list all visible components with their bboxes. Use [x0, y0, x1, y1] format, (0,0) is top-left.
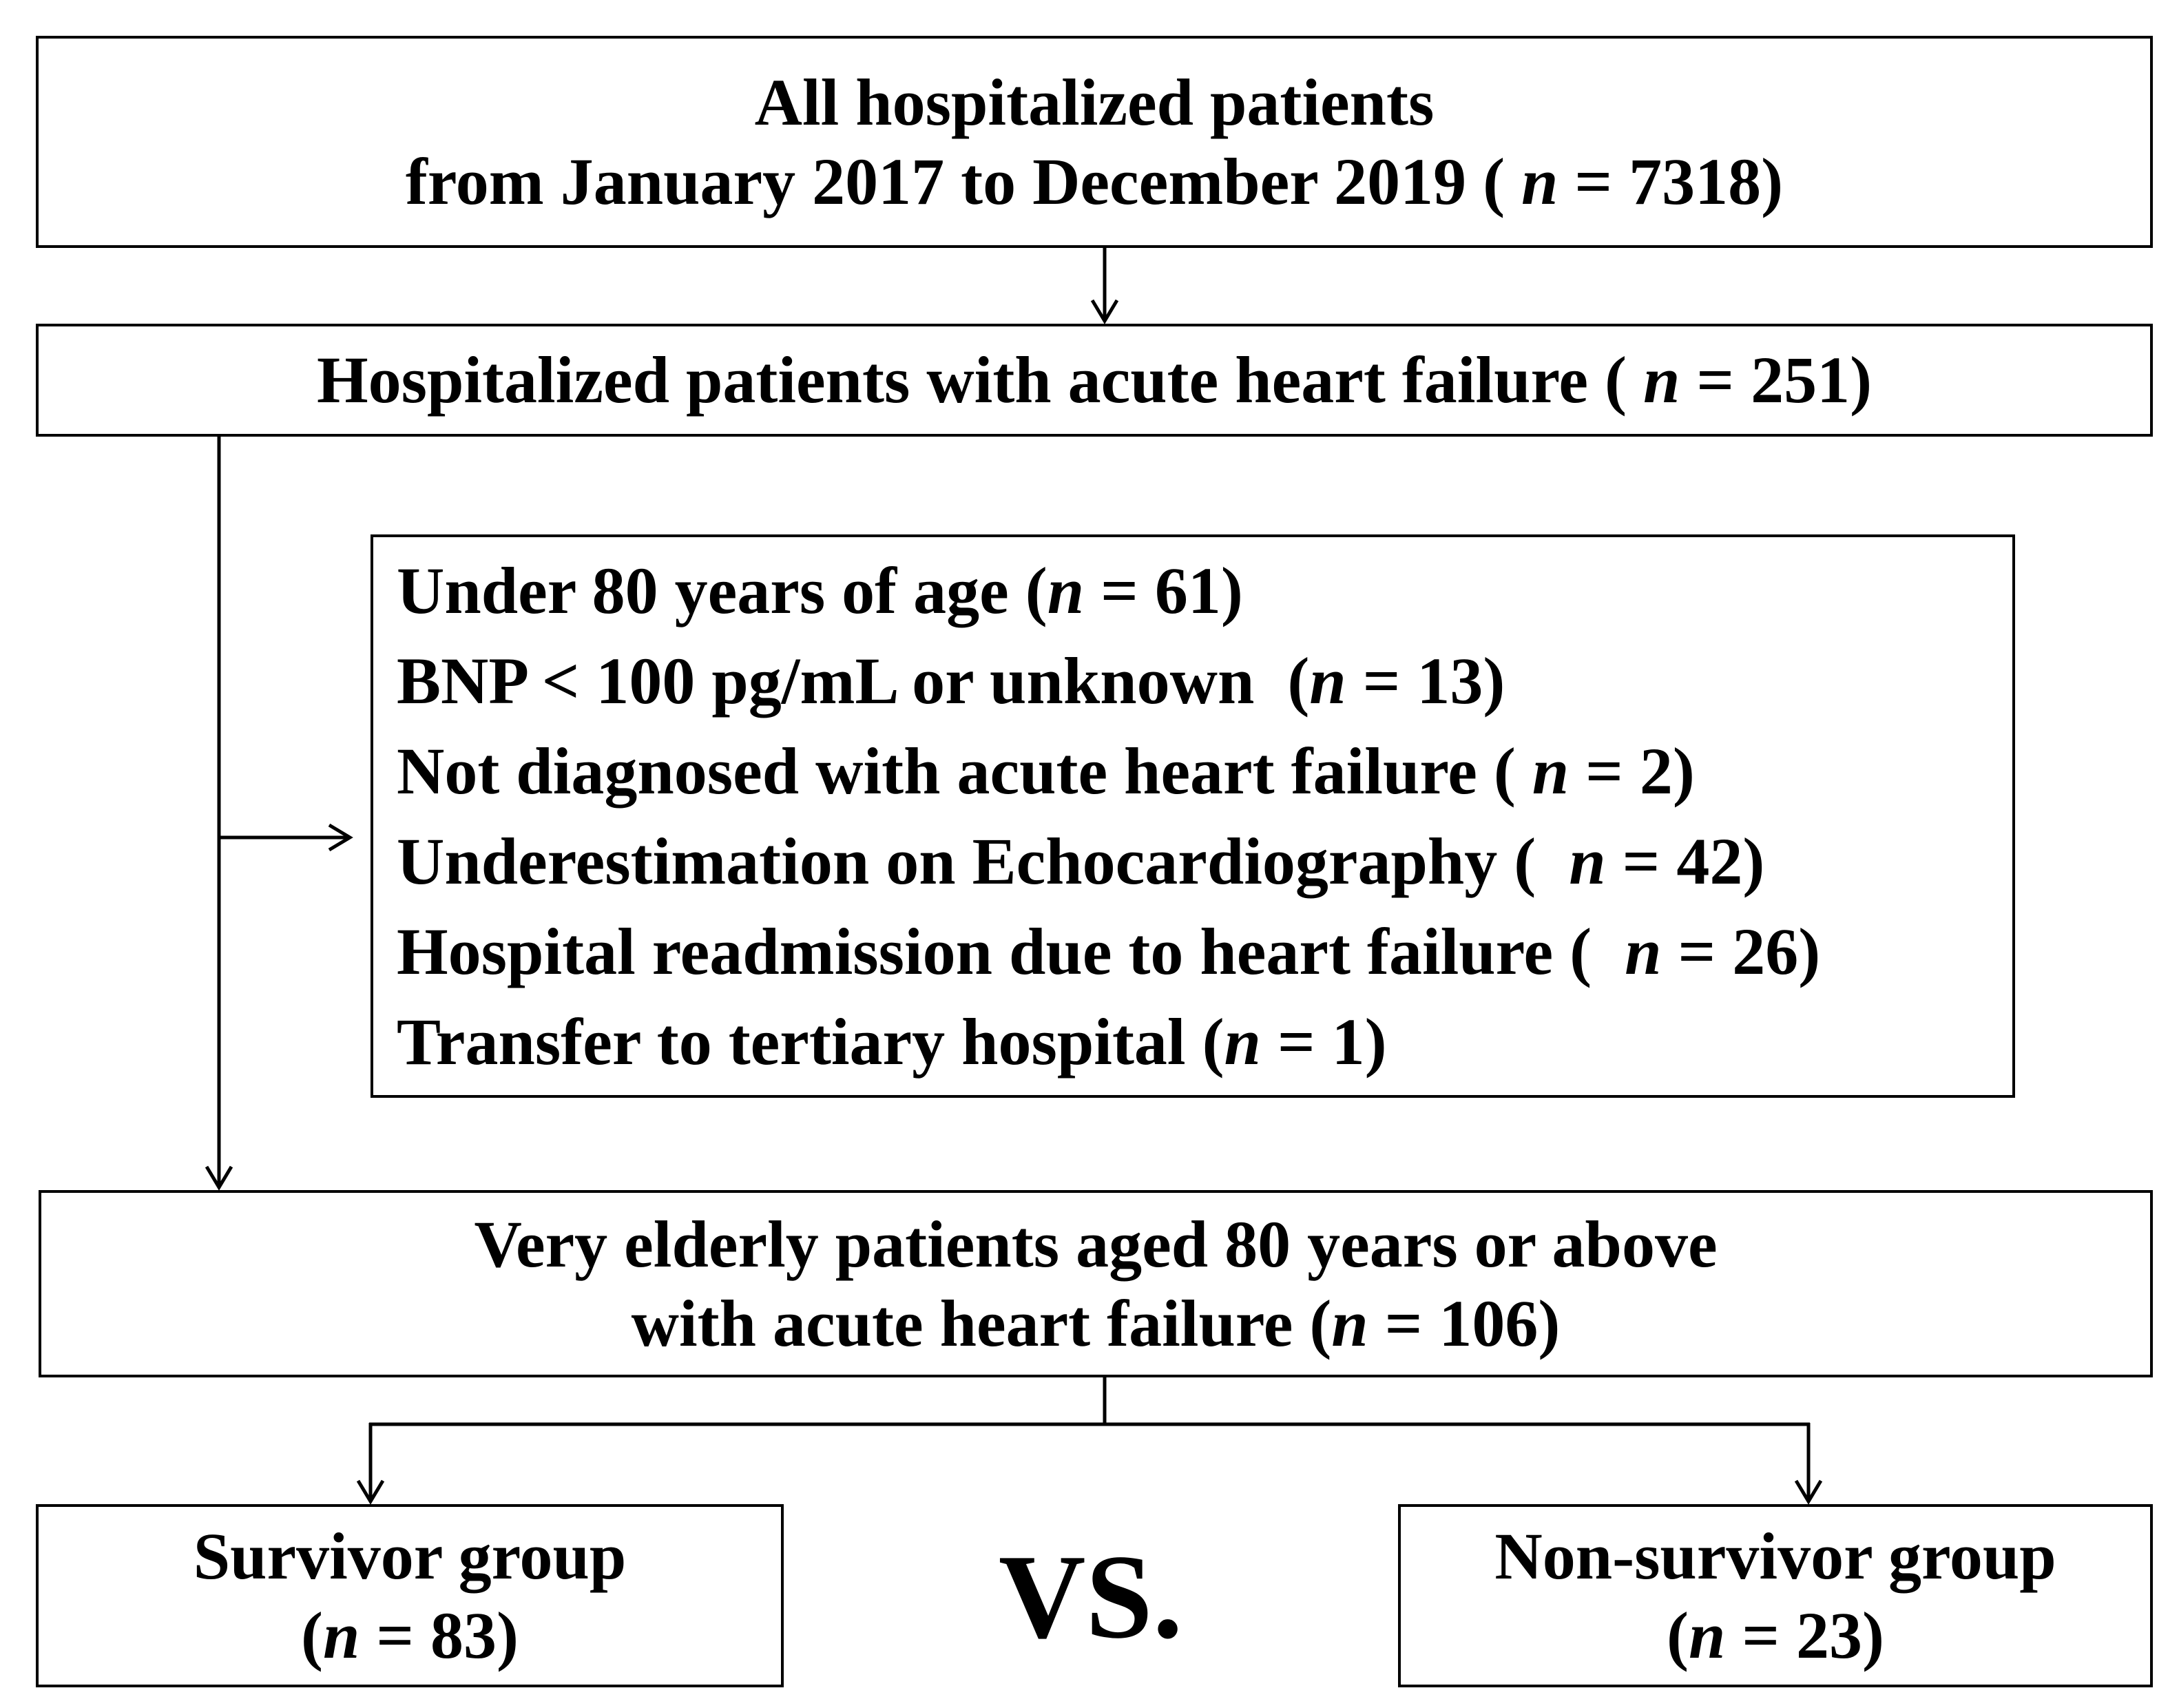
elderly-ahf-title: Very elderly patients aged 80 years or above — [474, 1207, 1718, 1281]
arrow-to-exclusion — [219, 825, 350, 850]
arrow-to-nonsurvivor — [1796, 1423, 1821, 1501]
ahf-patients-box — [36, 324, 2153, 437]
nonsurvivor-group-count: (n = 23) — [1666, 1598, 1885, 1672]
arrow-ahf-to-elderly — [207, 437, 231, 1187]
arrow-elderly-split — [369, 1377, 1810, 1424]
survivor-group-count: (n = 83) — [300, 1598, 519, 1672]
exclusion-item: Hospital readmission due to heart failure ( n = 26) — [397, 915, 1821, 988]
exclusion-item: Underestimation on Echocardiography ( n = 42) — [397, 824, 1765, 898]
arrow-to-survivor — [358, 1423, 383, 1501]
exclusion-criteria-box — [371, 534, 2015, 1098]
elderly-ahf-count: with acute heart failure (n = 106) — [631, 1287, 1561, 1360]
all-patients-count: from January 2017 to December 2019 ( n = 7318) — [405, 145, 1784, 218]
survivor-group-box — [36, 1504, 784, 1687]
nonsurvivor-group-title: Non-survivor group — [1494, 1519, 2056, 1593]
exclusion-item: Under 80 years of age (n = 61) — [397, 554, 1243, 627]
exclusion-item: BNP < 100 pg/mL or unknown (n = 13) — [397, 644, 1505, 718]
ahf-patients-label: Hospitalized patients with acute heart failure ( n = 251) — [316, 343, 1873, 417]
all-patients-box — [36, 36, 2153, 248]
elderly-ahf-box — [39, 1190, 2153, 1377]
survivor-group-title: Survivor group — [193, 1519, 627, 1593]
exclusion-item: Not diagnosed with acute heart failure ( n = 2) — [397, 734, 1695, 808]
all-patients-title: All hospitalized patients — [754, 65, 1435, 139]
exclusion-item: Transfer to tertiary hospital (n = 1) — [397, 1005, 1387, 1079]
vs-label: VS. — [999, 1530, 1183, 1663]
nonsurvivor-group-box — [1398, 1504, 2153, 1687]
arrow-all-to-ahf — [1092, 248, 1117, 321]
